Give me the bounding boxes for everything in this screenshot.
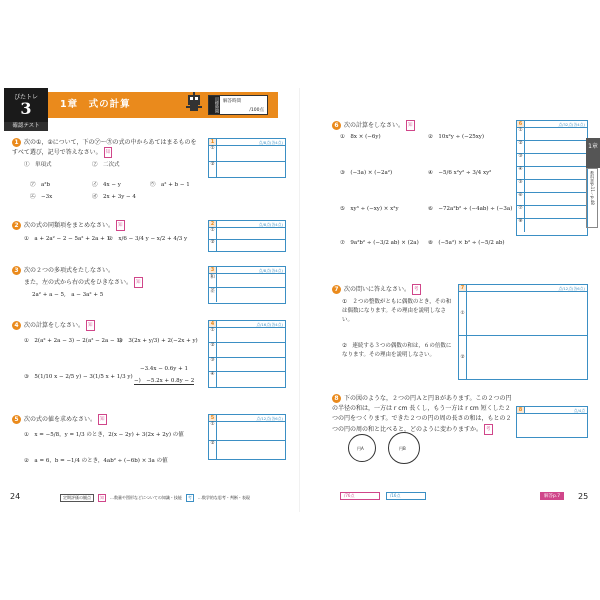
box3-row-1-answer[interactable] bbox=[217, 274, 285, 287]
box7-row-2-answer[interactable] bbox=[467, 336, 587, 379]
answer-box-7 bbox=[458, 284, 588, 380]
question-8-number: 8 bbox=[332, 394, 341, 403]
thinking-mark: 考 bbox=[412, 284, 421, 295]
box6-row-4-label: ④ bbox=[517, 167, 525, 179]
footer-score-a: /76点 bbox=[340, 492, 380, 500]
box6-number: 6 bbox=[517, 121, 525, 127]
box7-number: 7 bbox=[459, 285, 467, 291]
box4-points: 点/16点(各4点) bbox=[256, 322, 283, 327]
q1-sub-1: ① 単項式 bbox=[24, 162, 52, 168]
box6-row-5-answer[interactable] bbox=[525, 180, 587, 192]
q4-item-2: ② 3(2x + y/3) + 2(−2x + y) bbox=[118, 338, 198, 344]
box4-number: 4 bbox=[209, 321, 217, 327]
q7-item-1: ① ２つの整数がともに偶数のとき，その和は偶数になります。その理由を説明しなさい。 bbox=[342, 299, 452, 323]
box5-row-2-answer[interactable] bbox=[217, 441, 285, 459]
box6-row-7-label: ⑦ bbox=[517, 206, 525, 218]
question-7 bbox=[332, 284, 421, 295]
footer-mark-thinking: 考 bbox=[187, 495, 192, 500]
box2-row-1-label: ① bbox=[209, 228, 217, 239]
box3-points: 点/8点(各4点) bbox=[258, 268, 283, 273]
right-page bbox=[300, 88, 600, 512]
box1-row-1-label: ① bbox=[209, 146, 217, 161]
box6-points: 点/32点(各4点) bbox=[558, 122, 585, 127]
page-number-right: 25 bbox=[578, 492, 589, 501]
knowledge-mark: 知 bbox=[104, 147, 113, 158]
box6-row-8-label: ⑧ bbox=[517, 219, 525, 232]
q6-item-6: ⑥ −72a²b² ÷ (−4ab) ÷ (−3a) bbox=[428, 206, 513, 212]
question-4 bbox=[12, 320, 95, 331]
question-5-text: 次の式の値を求めなさい。 bbox=[24, 416, 97, 423]
box6-row-5-label: ⑤ bbox=[517, 180, 525, 192]
circle-a bbox=[348, 434, 376, 462]
question-3-text-2 bbox=[24, 277, 143, 288]
answer-box-6 bbox=[516, 120, 588, 236]
footer-text-thinking: …数学的な思考・判断・表現 bbox=[197, 495, 250, 500]
box4-row-2-label: ② bbox=[209, 343, 217, 357]
question-3-number: 3 bbox=[12, 266, 21, 275]
footer-legend bbox=[60, 494, 250, 502]
answer-page-badge[interactable]: 解答p.7 bbox=[540, 492, 564, 500]
box6-row-4-answer[interactable] bbox=[525, 167, 587, 179]
question-7-number: 7 bbox=[332, 285, 341, 294]
box6-row-1-label: ① bbox=[517, 128, 525, 140]
box4-row-1-label: ① bbox=[209, 328, 217, 342]
question-3-text-2-span: また，左の式から右の式をひきなさい。 bbox=[24, 279, 133, 286]
box7-row-1-answer[interactable] bbox=[467, 292, 587, 335]
box1-points: 点/8点(各4点) bbox=[258, 140, 283, 145]
answer-time-label: 解答時間 bbox=[223, 99, 241, 104]
knowledge-mark: 知 bbox=[406, 120, 415, 131]
q6-item-5: ⑤ xy³ ÷ (−xy) × x²y bbox=[340, 206, 399, 212]
q4-item-4a: −3.4x − 0.6y + 1 bbox=[140, 366, 189, 372]
footer-pill: 定期評価の観点 bbox=[60, 494, 94, 502]
box6-row-8-answer[interactable] bbox=[525, 219, 587, 232]
question-5 bbox=[12, 414, 107, 425]
box8-number: 8 bbox=[517, 407, 525, 413]
box5-row-2-label: ② bbox=[209, 441, 217, 459]
answer-box-3 bbox=[208, 266, 286, 304]
box6-row-2-label: ② bbox=[517, 141, 525, 153]
answer-box-4 bbox=[208, 320, 286, 388]
circle-b bbox=[388, 432, 420, 464]
footer-score-b: /16点 bbox=[386, 492, 426, 500]
answer-box-2 bbox=[208, 220, 286, 252]
q5-item-2: ② a = 6，b = −1/4 のとき，4ab² ÷ (−6b) × 3a の値 bbox=[24, 458, 168, 464]
side-tab-pages: 教科書p.11〜p.48 bbox=[586, 168, 598, 228]
section-label: 確認テスト bbox=[4, 122, 48, 131]
box4-row-3-answer[interactable] bbox=[217, 358, 285, 371]
thinking-mark: 考 bbox=[484, 424, 493, 435]
box1-row-2-label: ② bbox=[209, 162, 217, 177]
box2-row-2-label: ② bbox=[209, 240, 217, 251]
q1-option-c: ㋒ a² + b − 1 bbox=[150, 182, 190, 188]
question-4-text: 次の計算をしなさい。 bbox=[24, 322, 85, 329]
q6-item-3: ③ (−3a) × (−2a²) bbox=[340, 170, 393, 176]
box3-row-2-label: 差 bbox=[209, 288, 217, 302]
q1-sub-2: ② 二次式 bbox=[92, 162, 120, 168]
question-2 bbox=[12, 220, 125, 231]
q1-option-a: ㋐ a²b bbox=[30, 182, 51, 188]
footer-text-knowledge: …数量や図形などについての知識・技能 bbox=[110, 495, 182, 500]
question-2-text: 次の式の同類項をまとめなさい。 bbox=[24, 222, 115, 229]
box1-row-2-answer[interactable] bbox=[217, 162, 285, 177]
score-points: /100点 bbox=[249, 108, 264, 113]
q1-option-d: ㋓ −3x bbox=[30, 194, 53, 200]
question-1-text: 次の①，②について，下の㋐～㋕の式の中からあてはまるものをすべて選び，記号で答えなさい。 bbox=[12, 139, 197, 156]
question-8 bbox=[332, 394, 512, 435]
q2-item-2: ② x/6 − 3/4 y − x/2 + 4/3 y bbox=[108, 236, 188, 242]
question-3-text: 次の２つの多項式をたしなさい。 bbox=[24, 267, 115, 274]
box2-points: 点/8点(各4点) bbox=[258, 222, 283, 227]
robot-mascot-icon bbox=[186, 92, 202, 114]
side-tab-chapter: 1章 bbox=[586, 138, 600, 168]
question-1 bbox=[12, 138, 202, 158]
score-box bbox=[208, 95, 268, 115]
box8-answer[interactable] bbox=[517, 414, 587, 438]
q7-item-2: ② 連続する３つの偶数の和は，６の倍数になります。その理由を説明しなさい。 bbox=[342, 343, 452, 358]
footer-score-right bbox=[340, 492, 426, 500]
left-page bbox=[0, 88, 300, 512]
q6-item-1: ① 8x × (−6y) bbox=[340, 134, 381, 140]
box2-row-1-answer[interactable] bbox=[217, 228, 285, 239]
q4-item-1: ① 2(a² + 2a − 3) − 2(a² − 2a − 1) bbox=[24, 338, 123, 344]
circle-b-label: 円B bbox=[399, 446, 406, 451]
box6-row-1-answer[interactable] bbox=[525, 128, 587, 140]
pitatore-tab bbox=[4, 88, 48, 122]
tab-number: 3 bbox=[20, 99, 32, 118]
box6-row-3-answer[interactable] bbox=[525, 154, 587, 166]
q3-expression: 2a² + a − 5, a − 3a² + 5 bbox=[32, 292, 104, 298]
answer-box-5 bbox=[208, 414, 286, 460]
page-number-left: 24 bbox=[10, 492, 21, 501]
box4-row-3-label: ③ bbox=[209, 358, 217, 371]
question-6-number: 6 bbox=[332, 121, 341, 130]
question-8-text: 下の図のような，２つの円Ａと円Ｂがあります。この２つの円の半径の和は，一方は r cm 長くし，もう一方は r cm 短くした２つの円をつくります。できた２つの円の周の長さの和は，もとの２つの円の周の和と比べると，どのように変わりますか。 bbox=[332, 395, 512, 433]
knowledge-mark: 知 bbox=[98, 414, 107, 425]
box4-row-4-label: ④ bbox=[209, 372, 217, 387]
question-2-number: 2 bbox=[12, 221, 21, 230]
tab-small-label: ぴたトレ bbox=[13, 94, 38, 101]
box2-number: 2 bbox=[209, 221, 217, 227]
box4-row-4-answer[interactable] bbox=[217, 372, 285, 387]
q6-item-7: ⑦ 9a²b² ÷ (−3/2 ab) × (2a) bbox=[340, 240, 419, 246]
q2-item-1: ① a + 2a² − 2 − 5a² + 2a + 1 bbox=[24, 236, 110, 242]
q1-option-e: ㋔ 2x + 3y − 4 bbox=[92, 194, 136, 200]
chapter-side-tab bbox=[586, 138, 600, 228]
box5-points: 点/12点(各6点) bbox=[256, 416, 283, 421]
question-1-number: 1 bbox=[12, 138, 21, 147]
knowledge-mark: 知 bbox=[116, 220, 125, 231]
time-label: 目標時間 bbox=[209, 96, 220, 114]
box5-row-1-label: ① bbox=[209, 422, 217, 440]
box6-row-2-answer[interactable] bbox=[525, 141, 587, 153]
q4-item-3: ③ 5(1/10 x − 2/5 y) − 3(1/5 x + 1/3 y) bbox=[24, 374, 133, 380]
box7-points: 点/12点(各6点) bbox=[558, 286, 585, 291]
chapter-title: 1章 式の計算 bbox=[60, 99, 131, 110]
box6-row-6-label: ⑥ bbox=[517, 193, 525, 205]
question-4-number: 4 bbox=[12, 321, 21, 330]
knowledge-mark: 知 bbox=[134, 277, 143, 288]
box2-row-2-answer[interactable] bbox=[217, 240, 285, 251]
box8-points: 点/4点 bbox=[573, 408, 585, 413]
question-6-text: 次の計算をしなさい。 bbox=[344, 122, 405, 129]
answer-box-8 bbox=[516, 406, 588, 438]
q6-item-8: ⑧ (−5a²) × b² ÷ (−5/2 ab) bbox=[428, 240, 505, 246]
question-5-number: 5 bbox=[12, 415, 21, 424]
box5-row-1-answer[interactable] bbox=[217, 422, 285, 440]
footer-mark-knowledge: 知 bbox=[100, 495, 104, 500]
answer-box-1 bbox=[208, 138, 286, 178]
box1-row-1-answer[interactable] bbox=[217, 146, 285, 161]
box6-row-6-answer[interactable] bbox=[525, 193, 587, 205]
box3-row-1-label: 和 bbox=[209, 274, 217, 287]
q6-item-4: ④ −5/6 x²y² ÷ 3/4 xy² bbox=[428, 170, 492, 176]
box6-row-3-label: ③ bbox=[517, 154, 525, 166]
box4-row-1-answer[interactable] bbox=[217, 328, 285, 342]
box5-number: 5 bbox=[209, 415, 217, 421]
q1-option-b: ㋑ 4x − y bbox=[92, 182, 121, 188]
question-6 bbox=[332, 120, 415, 131]
box1-number: 1 bbox=[209, 139, 217, 145]
knowledge-mark: 知 bbox=[86, 320, 95, 331]
question-7-text: 次の問いに答えなさい。 bbox=[344, 286, 411, 293]
box3-row-2-answer[interactable] bbox=[217, 288, 285, 302]
circle-a-label: 円A bbox=[357, 446, 364, 451]
q4-item-4b: −) −5.2x + 0.8y − 2 bbox=[134, 378, 195, 384]
box6-row-7-answer[interactable] bbox=[525, 206, 587, 218]
q6-item-2: ② 10x²y ÷ (−25xy) bbox=[428, 134, 485, 140]
box7-row-1-label: ① bbox=[459, 292, 467, 335]
box3-number: 3 bbox=[209, 267, 217, 273]
q5-item-1: ① x = −5/8，y = 1/3 のとき，2(x − 2y) + 3(2x + 2y) の値 bbox=[24, 432, 184, 438]
box4-row-2-answer[interactable] bbox=[217, 343, 285, 357]
question-3 bbox=[12, 266, 202, 275]
box7-row-2-label: ② bbox=[459, 336, 467, 379]
